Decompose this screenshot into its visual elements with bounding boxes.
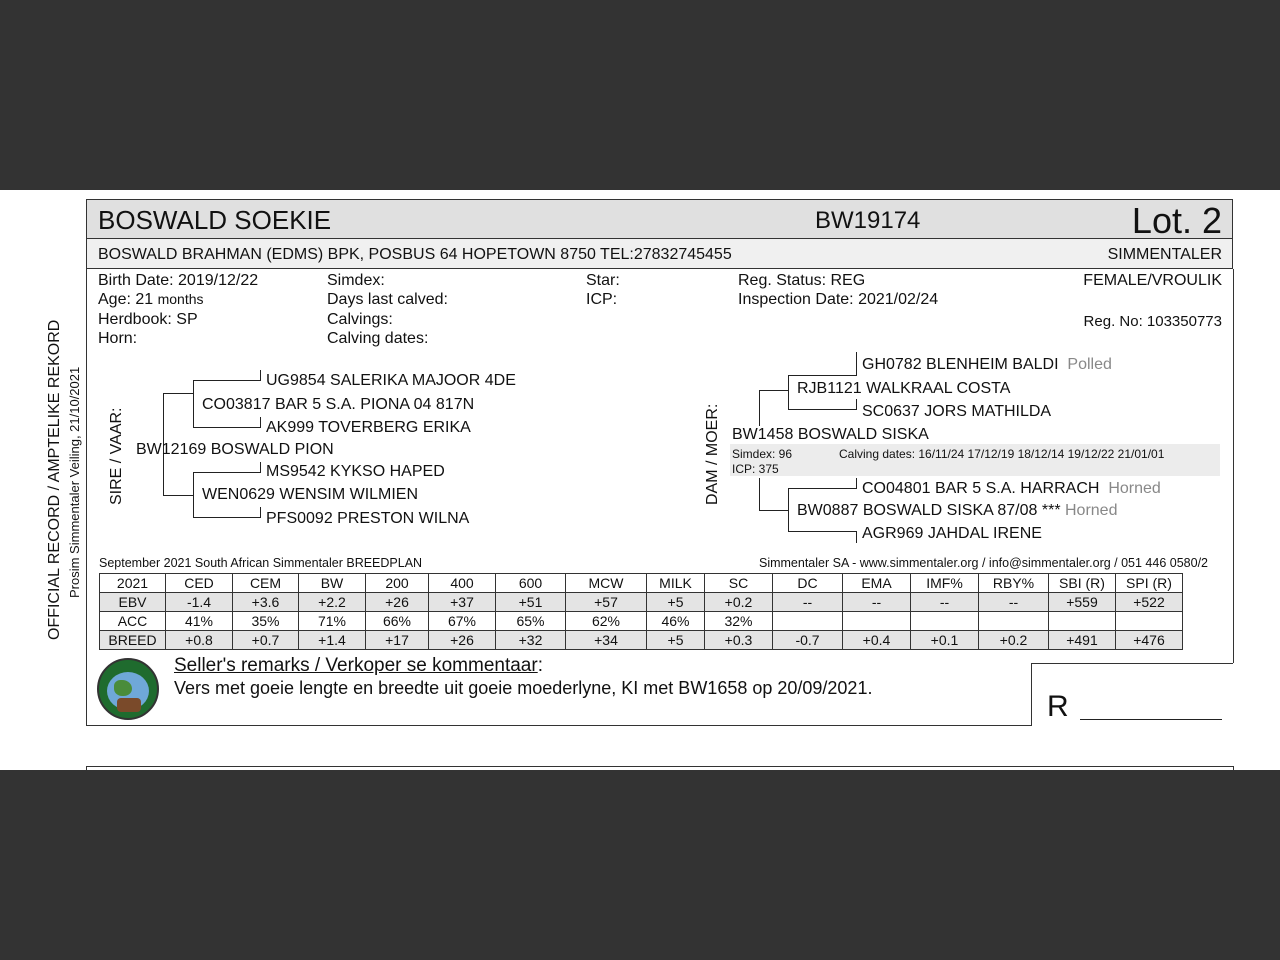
dam-dam-sire xyxy=(862,480,1161,498)
ebv-cell: +26 xyxy=(366,593,429,612)
dam-dam-branch xyxy=(788,488,789,532)
sire-label: SIRE / VAAR: xyxy=(108,407,125,505)
ebv-cell xyxy=(1049,612,1116,631)
animal-reg-id: BW19174 xyxy=(815,207,921,234)
next-card-right xyxy=(1233,766,1234,770)
animal-name: BOSWALD SOEKIE xyxy=(98,205,332,235)
dam-dam-dam: AGR969 JAHDAL IRENE xyxy=(862,525,1042,542)
calving-dates: Calving dates: xyxy=(327,330,429,347)
dam-branch-lower xyxy=(759,478,760,511)
sire-dam-dam-line xyxy=(193,517,261,518)
sire-dam-sire-tick xyxy=(260,462,261,473)
sire-sire-branch xyxy=(193,380,194,428)
dam-sire-dam: SC0637 JORS MATHILDA xyxy=(862,403,1052,420)
ebv-cell: MCW xyxy=(566,574,647,593)
price-box-top xyxy=(1031,663,1233,664)
dam-sire: RJB1121 WALKRAAL COSTA xyxy=(797,380,1011,397)
sire-dam-branch xyxy=(193,472,194,518)
dam-sire-dam-tick xyxy=(856,399,857,410)
ebv-cell: MILK xyxy=(647,574,705,593)
ebv-cell: +522 xyxy=(1116,593,1183,612)
remarks-text: Vers met goeie lengte en breedte uit goeie moederlyne, KI met BW1658 op 20/09/2021. xyxy=(174,678,873,698)
ebv-cell: BW xyxy=(299,574,366,593)
lot-number: Lot. 2 xyxy=(1131,200,1222,241)
dam-label: DAM / MOER: xyxy=(704,403,721,505)
price-blank-line xyxy=(1080,719,1222,720)
ebv-cell: +1.4 xyxy=(299,631,366,650)
sire-sire-dam-tick xyxy=(260,417,261,428)
ebv-cell: +0.1 xyxy=(911,631,979,650)
ebv-cell xyxy=(979,612,1049,631)
ebv-cell: -0.7 xyxy=(773,631,843,650)
ebv-cell: 41% xyxy=(166,612,233,631)
dam-dam-sire-name: CO04801 BAR 5 S.A. HARRACH xyxy=(862,480,1100,497)
herdbook: Herdbook: SP xyxy=(98,311,198,328)
dam-branch-top xyxy=(759,390,789,391)
dam-simdex: Simdex: 96 xyxy=(732,447,793,461)
breed-row xyxy=(100,631,1183,650)
polled-note: Polled xyxy=(1067,356,1112,373)
age xyxy=(98,291,204,309)
sire-dam: WEN0629 WENSIM WILMIEN xyxy=(202,486,419,503)
ebv-cell: +0.8 xyxy=(166,631,233,650)
dam-dam-dam-tick xyxy=(856,531,857,543)
ebv-cell: SC xyxy=(705,574,773,593)
price-label: R xyxy=(1047,690,1069,723)
ebv-cell: 46% xyxy=(647,612,705,631)
dam-branch-bottom xyxy=(759,510,789,511)
auction-label: Prosim Simmentaler Veiling, 21/10/2021 xyxy=(67,366,82,598)
ebv-cell: +559 xyxy=(1049,593,1116,612)
catalogue-page xyxy=(0,190,1280,770)
sire-sire: CO03817 BAR 5 S.A. PIONA 04 817N xyxy=(202,396,475,413)
dam-sire-sire-line xyxy=(788,375,857,376)
ebv-cell: 62% xyxy=(566,612,647,631)
ebv-cell: +0.2 xyxy=(705,593,773,612)
dam-sire-dam-line xyxy=(788,409,857,410)
days-last-calved: Days last calved: xyxy=(327,291,448,308)
ebv-cell xyxy=(773,612,843,631)
ebv-cell: SPI (R) xyxy=(1116,574,1183,593)
ebv-cell: -- xyxy=(773,593,843,612)
reg-number: Reg. No: 103350773 xyxy=(1083,313,1222,330)
ebv-row xyxy=(100,593,1183,612)
dam-calving-dates: Calving dates: 16/11/24 17/12/19 18/12/14 19/12/22 21/01/01 xyxy=(839,447,1165,461)
reg-status: Reg. Status: REG xyxy=(738,272,866,289)
price-box-left xyxy=(1031,663,1032,726)
ebv-cell: +5 xyxy=(647,593,705,612)
sex-label: FEMALE/VROULIK xyxy=(1083,272,1222,289)
ebv-cell: -- xyxy=(843,593,911,612)
ebv-cell: +0.4 xyxy=(843,631,911,650)
ebv-cell: 600 xyxy=(496,574,566,593)
dam-dam-name: BW0887 BOSWALD SISKA 87/08 *** xyxy=(797,502,1061,519)
dam-dam xyxy=(797,502,1117,520)
ebv-cell: +32 xyxy=(496,631,566,650)
card-border-bottom xyxy=(86,725,1032,726)
ebv-cell: ACC xyxy=(100,612,166,631)
ebv-cell xyxy=(843,612,911,631)
horned-note: Horned xyxy=(1065,502,1118,519)
next-card-left xyxy=(86,766,87,770)
calvings: Calvings: xyxy=(327,311,393,328)
ebv-cell: 400 xyxy=(429,574,496,593)
owner-details: BOSWALD BRAHMAN (EDMS) BPK, POSBUS 64 HOPETOWN 8750 TEL:27832745455 xyxy=(98,246,732,263)
ebv-cell: +476 xyxy=(1116,631,1183,650)
official-record-label: OFFICIAL RECORD / AMPTELIKE REKORD xyxy=(46,319,63,640)
sire-branch-top xyxy=(163,393,194,394)
sire-sire-sire: UG9854 SALERIKA MAJOOR 4DE xyxy=(266,372,516,389)
dam-sire-branch xyxy=(788,375,789,410)
acc-row xyxy=(100,612,1183,631)
dam-sire-sire-name: GH0782 BLENHEIM BALDI xyxy=(862,356,1059,373)
sire: BW12169 BOSWALD PION xyxy=(136,441,334,458)
sire-dam-sire-line xyxy=(193,472,261,473)
dam-branch-upper xyxy=(759,390,760,426)
ebv-cell: EMA xyxy=(843,574,911,593)
sire-sire-dam: AK999 TOVERBERG ERIKA xyxy=(266,419,471,436)
dam-icp: ICP: 375 xyxy=(732,462,779,476)
birth-date: Birth Date: 2019/12/22 xyxy=(98,272,259,289)
ebv-cell: +5 xyxy=(647,631,705,650)
ebv-cell: IMF% xyxy=(911,574,979,593)
ebv-cell: 32% xyxy=(705,612,773,631)
card-border-left xyxy=(86,269,87,726)
ebv-cell: 67% xyxy=(429,612,496,631)
ebv-cell: BREED xyxy=(100,631,166,650)
ebv-cell: -1.4 xyxy=(166,593,233,612)
ebv-cell: 35% xyxy=(233,612,299,631)
sire-sire-sire-line xyxy=(193,380,261,381)
logo-land xyxy=(114,680,132,696)
icp-label: ICP: xyxy=(586,291,618,308)
remarks-heading xyxy=(174,655,543,677)
ebv-header-row xyxy=(100,574,1183,593)
ebv-cell: +0.2 xyxy=(979,631,1049,650)
ebv-cell: +491 xyxy=(1049,631,1116,650)
ebv-cell: SBI (R) xyxy=(1049,574,1116,593)
dam-dam-sire-tick xyxy=(856,478,857,489)
breed-label: SIMMENTALER xyxy=(1107,246,1222,263)
sire-dam-dam-tick xyxy=(260,507,261,518)
age-unit: months xyxy=(157,291,204,307)
sire-branch-bottom xyxy=(163,495,194,496)
sire-sire-sire-tick xyxy=(260,370,261,381)
horned-note: Horned xyxy=(1108,480,1161,497)
ebv-cell: 2021 xyxy=(100,574,166,593)
society-contact: Simmentaler SA - www.simmentaler.org / info@simmentaler.org / 051 446 0580/2 xyxy=(758,556,1208,570)
ebv-cell xyxy=(911,612,979,631)
ebv-cell: +57 xyxy=(566,593,647,612)
star-label: Star: xyxy=(586,272,620,289)
dam-sire-sire xyxy=(862,356,1112,374)
ebv-cell: 66% xyxy=(366,612,429,631)
ebv-cell: +37 xyxy=(429,593,496,612)
ebv-cell: RBY% xyxy=(979,574,1049,593)
ebv-cell: +34 xyxy=(566,631,647,650)
dam-dam-sire-line xyxy=(788,488,857,489)
sire-dam-sire: MS9542 KYKSO HAPED xyxy=(266,463,445,480)
ebv-cell: 200 xyxy=(366,574,429,593)
ebv-cell: +2.2 xyxy=(299,593,366,612)
next-card-top xyxy=(86,766,1233,767)
sire-dam-dam: PFS0092 PRESTON WILNA xyxy=(266,510,470,527)
ebv-table xyxy=(99,573,1183,650)
ebv-cell: +3.6 xyxy=(233,593,299,612)
ebv-cell: EBV xyxy=(100,593,166,612)
inspection-date: Inspection Date: 2021/02/24 xyxy=(738,291,939,308)
ebv-cell: +0.7 xyxy=(233,631,299,650)
horn: Horn: xyxy=(98,330,138,347)
remarks-title: Seller's remarks / Verkoper se kommentaar xyxy=(174,655,538,676)
simmentaler-logo xyxy=(97,658,159,720)
ebv-cell: +0.3 xyxy=(705,631,773,650)
ebv-cell: -- xyxy=(911,593,979,612)
ebv-cell: DC xyxy=(773,574,843,593)
simdex-label: Simdex: xyxy=(327,272,385,289)
card-border-right xyxy=(1233,269,1234,663)
remarks-colon: : xyxy=(537,655,543,676)
dam-dam-dam-line xyxy=(788,531,857,532)
ebv-cell: +17 xyxy=(366,631,429,650)
dam-sire-sire-tick xyxy=(856,352,857,376)
ebv-cell: CED xyxy=(166,574,233,593)
age-value: Age: 21 xyxy=(98,291,154,308)
sire-sire-dam-line xyxy=(193,427,261,428)
ebv-cell: +26 xyxy=(429,631,496,650)
ebv-cell: CEM xyxy=(233,574,299,593)
ebv-cell: 71% xyxy=(299,612,366,631)
ebv-cell: -- xyxy=(979,593,1049,612)
logo-cattle xyxy=(117,698,141,712)
ebv-cell: +51 xyxy=(496,593,566,612)
breedplan-caption: September 2021 South African Simmentaler BREEDPLAN xyxy=(99,556,423,570)
ebv-cell xyxy=(1116,612,1183,631)
dam: BW1458 BOSWALD SISKA xyxy=(732,426,929,443)
ebv-cell: 65% xyxy=(496,612,566,631)
